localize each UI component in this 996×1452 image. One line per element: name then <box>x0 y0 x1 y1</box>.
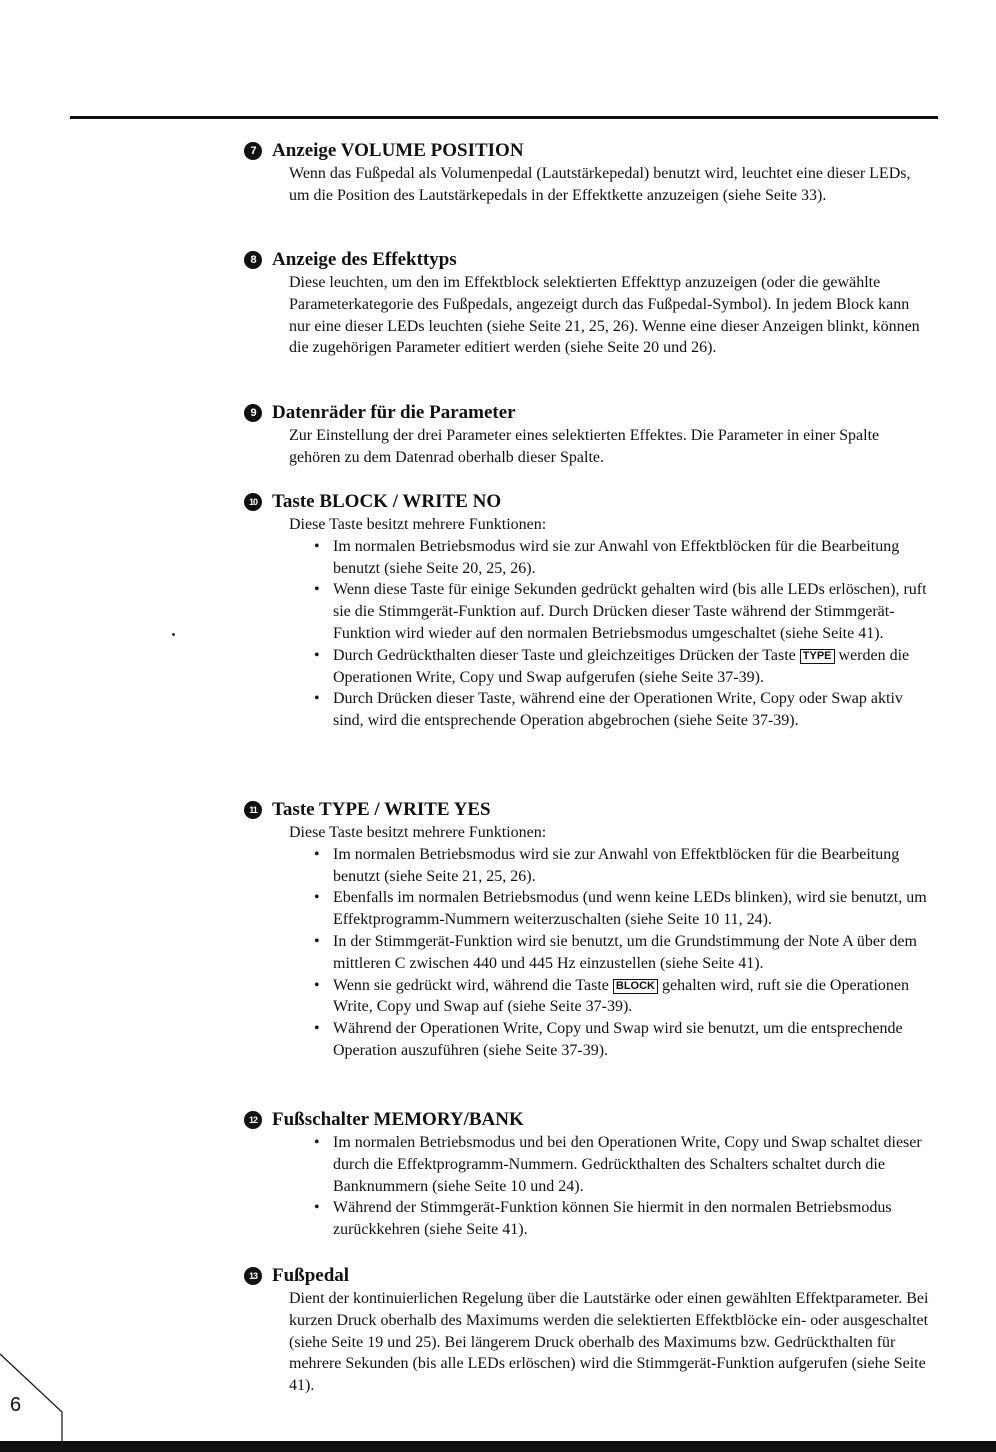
section-heading <box>244 248 934 272</box>
list-item-text: Wenn sie gedrückt wird, während die Taste <box>333 976 609 994</box>
stray-dot <box>172 633 175 636</box>
section-number: 7 <box>244 142 262 160</box>
bullet-list <box>289 1132 934 1241</box>
section-number: 10 <box>244 493 262 511</box>
section-body <box>244 425 934 469</box>
list-item: • Im normalen Betriebsmodus wird sie zur Anwahl von Effektblöcken für die Bearbeitung benutzt (siehe Seite 20, 25, 26). <box>289 536 934 580</box>
section-text: Dient der kontinuierlichen Regelung über die Lautstärke oder einen gewählten Effektparameter. Bei kurzen Druck oberhalb des Maximums werden die selektierten Effektblöcke ein- oder ausgeschaltet (siehe Seite 19 und 25). Bei längerem Druck oberhalb des Maximums bzw. Gedrückthalten für mehrere Sekunden (bis alle LEDs erlöschen) wird die Stimmgerät-Funktion aufgerufen (siehe Seite 41). <box>289 1290 929 1395</box>
section-number: 12 <box>244 1111 262 1129</box>
list-item-text: werden die Operationen Write, Copy und Swap aufgerufen (siehe Seite 37-39). <box>333 646 910 686</box>
section-text: Wenn das Fußpedal als Volumenpedal (Lautstärkepedal) benutzt wird, leuchtet eine dieser LEDs, um die Position des Lautstärkepedals in der Effektkette anzuzeigen (siehe Seite 33). <box>289 165 911 204</box>
section-heading <box>244 1264 934 1288</box>
section-number: 9 <box>244 404 262 422</box>
section-text: Diese leuchten, um den im Effektblock selektierten Effekttyp anzuzeigen (oder die gewählte Parameterkategorie des Fußpedals, angezeigt durch das Fußpedal-Symbol). In jedem Block kann nur eine dieser LEDs leuchten (siehe Seite 21, 25, 26). Wenne eine dieser Anzeigen blinkt, können die zugehörigen Parameter editiert werden (siehe Seite 20 und 26). <box>289 274 920 357</box>
section-foot-pedal <box>244 1264 934 1397</box>
section-number: 11 <box>244 801 262 819</box>
section-intro: Diese Taste besitzt mehrere Funktionen: <box>289 516 547 533</box>
bullet-list <box>289 536 934 732</box>
list-item: • Während der Stimmgerät-Funktion können Sie hiermit in den normalen Betriebsmodus zurückkehren (siehe Seite 41). <box>289 1197 934 1241</box>
section-heading <box>244 139 934 163</box>
list-item <box>289 645 934 689</box>
section-title: Fußpedal <box>272 1265 350 1286</box>
section-title: Taste TYPE / WRITE YES <box>272 799 491 820</box>
section-title: Anzeige des Effekttyps <box>272 249 457 270</box>
section-heading <box>244 798 934 822</box>
list-item: • In der Stimmgerät-Funktion wird sie benutzt, um die Grundstimmung der Note A über dem mittleren C zwischen 440 und 445 Hz einzustellen (siehe Seite 41). <box>289 931 934 975</box>
section-body <box>244 272 934 359</box>
type-key-symbol: TYPE <box>800 649 835 664</box>
section-body <box>244 1132 934 1241</box>
section-intro: Diese Taste besitzt mehrere Funktionen: <box>289 824 547 841</box>
section-title: Taste BLOCK / WRITE NO <box>272 491 502 512</box>
list-item-text: gehalten wird, ruft sie die Operationen Write, Copy und Swap auf (siehe Seite 37-39). <box>333 976 910 1016</box>
section-heading <box>244 490 934 514</box>
section-body <box>244 822 934 1062</box>
list-item: • Während der Operationen Write, Copy und Swap wird sie benutzt, um die entsprechende Operation auszuführen (siehe Seite 37-39). <box>289 1018 934 1062</box>
list-item: • Im normalen Betriebsmodus und bei den Operationen Write, Copy und Swap schaltet dieser durch die Effektprogramm-Nummern. Gedrückthalten des Schalters schaltet durch die Banknummern (siehe Seite 10 und 24). <box>289 1132 934 1197</box>
bullet-list <box>289 844 934 1062</box>
section-heading <box>244 1108 934 1132</box>
block-key-symbol: BLOCK <box>613 979 658 994</box>
section-memory-bank <box>244 1108 934 1241</box>
list-item: • Wenn diese Taste für einige Sekunden gedrückt gehalten wird (bis alle LEDs erlöschen), ruft sie die Stimmgerät-Funktion auf. Durch Drücken dieser Taste während der Stimmgerät-Funktion wird wieder auf den normalen Betriebsmodus umgeschaltet (siehe Seite 41). <box>289 579 934 644</box>
list-item <box>289 975 934 1019</box>
section-number: 13 <box>244 1267 262 1285</box>
list-item-text: Durch Gedrückthalten dieser Taste und gleichzeitiges Drücken der Taste <box>333 646 796 664</box>
list-item: • Durch Drücken dieser Taste, während eine der Operationen Write, Copy oder Swap aktiv sind, wird die entsprechende Operation abgebrochen (siehe Seite 37-39). <box>289 688 934 732</box>
section-body <box>244 514 934 732</box>
section-data-wheels <box>244 401 934 469</box>
list-item: • Ebenfalls im normalen Betriebsmodus (und wenn keine LEDs blinken), wird sie benutzt, um Effektprogramm-Nummern weiterzuschalten (siehe Seite 10 11, 24). <box>289 887 934 931</box>
bottom-rule <box>0 1441 996 1452</box>
section-title: Anzeige VOLUME POSITION <box>272 140 524 161</box>
top-rule <box>70 116 938 119</box>
section-body <box>244 163 934 207</box>
section-block-write-no <box>244 490 934 732</box>
section-number: 8 <box>244 251 262 269</box>
section-title: Fußschalter MEMORY/BANK <box>272 1109 524 1130</box>
section-volume-position <box>244 139 934 207</box>
section-type-write-yes <box>244 798 934 1062</box>
corner-decoration <box>0 1330 80 1442</box>
section-effect-type <box>244 248 934 359</box>
section-text: Zur Einstellung der drei Parameter eines selektierten Effektes. Die Parameter in einer Spalte gehören zu dem Datenrad oberhalb dieser Spalte. <box>289 427 880 466</box>
page-number: 6 <box>10 1394 22 1416</box>
list-item: • Im normalen Betriebsmodus wird sie zur Anwahl von Effektblöcken für die Bearbeitung benutzt (siehe Seite 21, 25, 26). <box>289 844 934 888</box>
section-heading <box>244 401 934 425</box>
section-body <box>244 1288 934 1397</box>
section-title: Datenräder für die Parameter <box>272 402 516 423</box>
